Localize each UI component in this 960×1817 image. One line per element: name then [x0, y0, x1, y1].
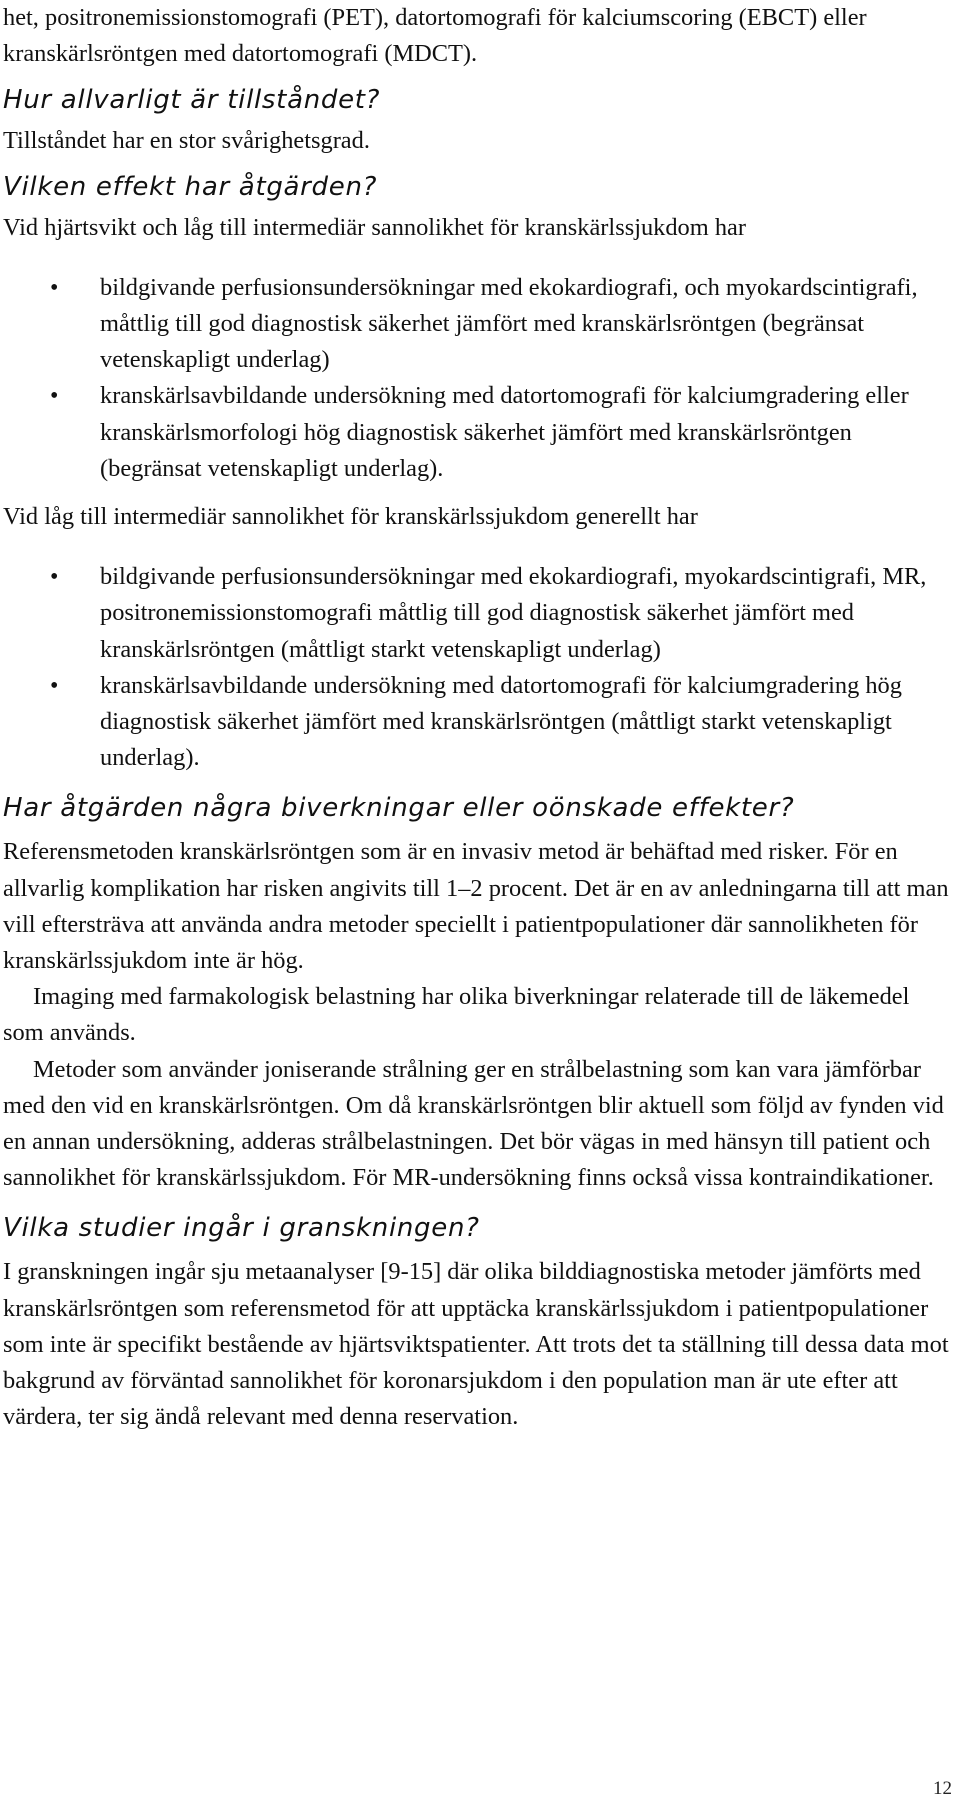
- adverse-paragraph-2: Imaging med farmakologisk belastning har olika biverkningar relaterade till de läkemedel som används.: [3, 983, 910, 1047]
- general-intro-paragraph: Vid låg till intermediär sannolikhet för kranskärlssjukdom generellt har: [3, 503, 698, 531]
- document-body: [3, 0, 955, 1436]
- heading-adverse-effects: Har åtgärden några biverkningar eller oönskade effekter?: [3, 793, 795, 824]
- list-item: • bildgivande perfusionsundersökningar med ekokardiografi, och myokardscintigrafi, måttlig till god diagnostisk säkerhet jämfört med kranskärlsröntgen (begränsat vetenskapligt underlag): [3, 270, 955, 379]
- general-findings-list: [3, 559, 955, 776]
- heading-studies: Vilka studier ingår i granskningen?: [3, 1213, 480, 1244]
- studies-paragraph: I granskningen ingår sju metaanalyser [9-15] där olika bilddiagnostiska metoder jämförts med kranskärlsröntgen som referensmetod för att upptäcka kranskärlssjukdom i patientpopulationer som inte är specifikt bestående av hjärtsviktspatienter. Att trots det ta ställning till dessa data mot bakgrund av förväntad sannolikhet för koronarsjukdom i den population man är ute efter att värdera, ter sig ändå relevant med denna reservation.: [3, 1258, 949, 1431]
- list-item: • kranskärlsavbildande undersökning med datortomografi för kalciumgradering eller kranskärlsmorfologi hög diagnostisk säkerhet jämfört med kranskärlsröntgen (begränsat vetenskapligt underlag).: [3, 378, 955, 487]
- list-item: • kranskärlsavbildande undersökning med datortomografi för kalciumgradering hög diagnostisk säkerhet jämfört med kranskärlsröntgen (måttligt starkt vetenskapligt underlag).: [3, 668, 955, 777]
- severity-paragraph: Tillståndet har en stor svårighetsgrad.: [3, 127, 370, 155]
- heading-effect: Vilken effekt har åtgärden?: [3, 171, 378, 202]
- heart-failure-findings-list: [3, 270, 955, 487]
- intro-paragraph: het, positronemissionstomografi (PET), datortomografi för kalciumscoring (EBCT) eller kranskärlsröntgen med datortomografi (MDCT).: [3, 4, 867, 68]
- page-number: 12: [933, 1778, 952, 1799]
- effect-intro-paragraph: Vid hjärtsvikt och låg till intermediär sannolikhet för kranskärlssjukdom har: [3, 213, 746, 241]
- adverse-paragraph-1: Referensmetoden kranskärlsröntgen som är en invasiv metod är behäftad med risker. För en allvarlig komplikation har risken angivits till 1–2 procent. Det är en av anledningarna till att man vill eftersträva att använda andra metoder speciellt i patientpopulationer där sannolikheten för kranskärlssjukdom inte är hög.: [3, 838, 949, 975]
- heading-severity: Hur allvarligt är tillståndet?: [3, 85, 381, 116]
- list-item: • bildgivande perfusionsundersökningar med ekokardiografi, myokardscintigrafi, MR, positronemissionstomografi måttlig till god diagnostisk säkerhet jämfört med kranskärlsröntgen (måttligt starkt vetenskapligt underlag): [3, 559, 955, 668]
- adverse-paragraph-3: Metoder som använder joniserande strålning ger en strålbelastning som kan vara jämförbar med den vid en kranskärlsröntgen. Om då kranskärlsröntgen blir aktuell som följd av fynden vid en annan undersökning, adderas strålbelastningen. Det bör vägas in med hänsyn till patient och sannolikhet för kranskärlssjukdom. För MR-undersökning finns också vissa kontraindikationer.: [3, 1055, 944, 1192]
